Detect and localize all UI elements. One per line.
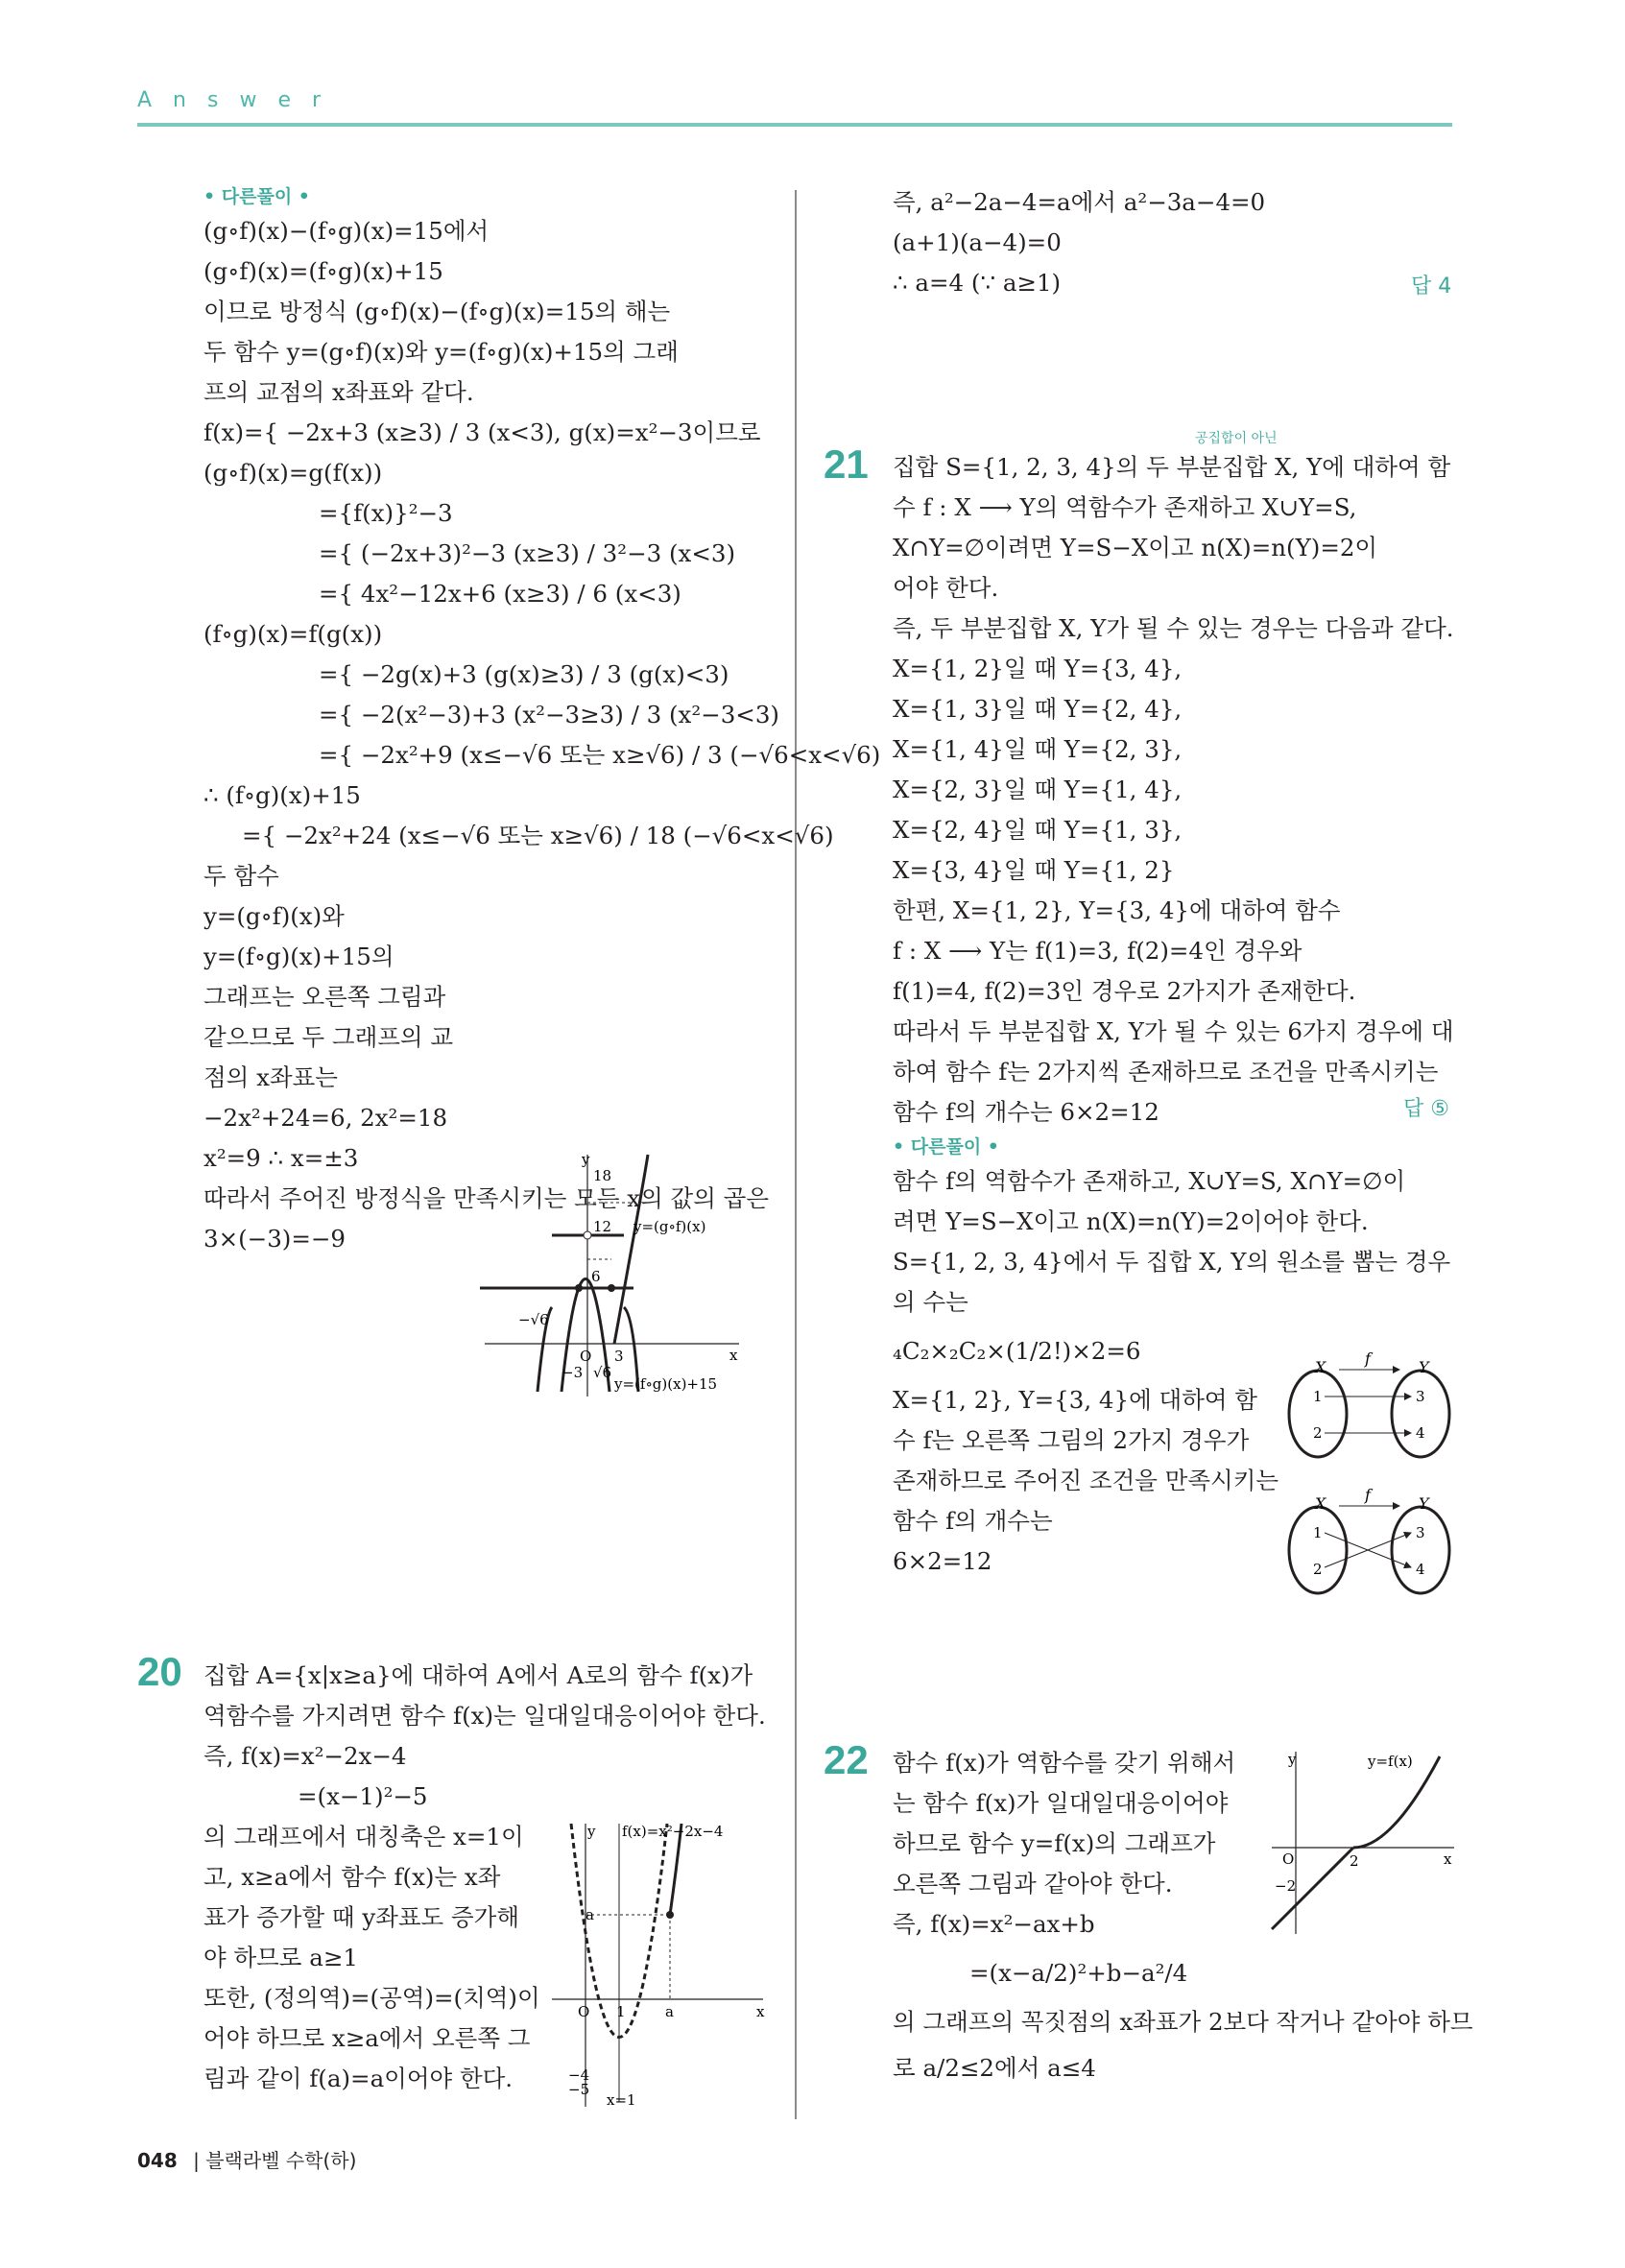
right-top-text (893, 182, 1459, 303)
graph20-label: O (578, 2003, 590, 2020)
answer-21: 답 ⑤ (1403, 1097, 1449, 1121)
text-line: 집합 S={1, 2, 3, 4}의 두 부분집합 X, Y에 대하여 함 (893, 453, 1451, 481)
text-line: ={f(x)}²−3 (319, 499, 453, 527)
text-line: 수 f는 오른쪽 그림의 2가지 경우가 (893, 1426, 1250, 1454)
diagram-label: 1 (1313, 1524, 1323, 1541)
column-divider (795, 190, 797, 2119)
text-line: 즉, f(x)=x²−2x−4 (203, 1742, 407, 1770)
text-line: X={1, 4}일 때 Y={2, 3}, (893, 735, 1183, 763)
text-line: 는 함수 f(x)가 일대일대응이어야 (893, 1789, 1229, 1817)
graph-gf-fg (480, 1147, 777, 1406)
text-line: 즉, f(x)=x²−ax+b (893, 1910, 1095, 1938)
graph1-label: 6 (591, 1268, 601, 1285)
graph-q20 (547, 1819, 773, 2112)
text-line: y=(f∘g)(x)+15의 (203, 943, 394, 970)
text-line: 그래프는 오른쪽 그림과 (203, 983, 446, 1011)
text-line: (g∘f)(x)=g(f(x)) (203, 459, 383, 487)
graph22-label: y=f(x) (1368, 1753, 1413, 1770)
text-line: 림과 같이 f(a)=a이어야 한다. (203, 2065, 514, 2092)
graph20-label: −5 (568, 2081, 590, 2098)
graph20-label: f(x)=x²−2x−4 (622, 1823, 724, 1840)
graph-q22 (1267, 1747, 1459, 1939)
diagram-label: f (1365, 1486, 1371, 1504)
text-line: ={ −2g(x)+3 (g(x)≥3) / 3 (g(x)<3) (319, 660, 729, 688)
text-line: 즉, a²−2a−4=a에서 a²−3a−4=0 (893, 188, 1266, 216)
text-line: ={ −2x²+24 (x≤−√6 또는 x≥√6) / 18 (−√6<x<√6) (242, 822, 834, 849)
text-line: f(x)={ −2x+3 (x≥3) / 3 (x<3), g(x)=x²−3이므로 (203, 418, 761, 446)
page-number: 048 (137, 2149, 178, 2172)
book-title: 블랙라벨 수학(하) (205, 2149, 357, 2172)
text-line: =(x−1)²−5 (298, 1782, 428, 1810)
text-line: (g∘f)(x)−(f∘g)(x)=15에서 (203, 217, 490, 245)
graph1-label: O (580, 1348, 592, 1365)
diagram-label: X (1315, 1494, 1326, 1513)
text-line: ={ (−2x+3)²−3 (x≥3) / 3²−3 (x<3) (319, 539, 736, 567)
diagram-label: f (1365, 1349, 1371, 1368)
diagram-label: 4 (1416, 1561, 1425, 1578)
graph1-label: √6 (593, 1364, 612, 1381)
diagram-label: 3 (1416, 1388, 1425, 1405)
diagram-label: Y (1419, 1494, 1429, 1513)
text-line: 또한, (정의역)=(공역)=(치역)이 (203, 1984, 540, 2012)
text-line: 이므로 방정식 (g∘f)(x)−(f∘g)(x)=15의 해는 (203, 298, 671, 325)
footer-divider: | (193, 2149, 200, 2172)
text-line: X={2, 3}일 때 Y={1, 4}, (893, 776, 1183, 803)
graph1-label: y=(f∘g)(x)+15 (614, 1375, 718, 1393)
graph1-label: −√6 (518, 1311, 549, 1328)
diagram-label: 3 (1416, 1524, 1425, 1541)
text-line: (a+1)(a−4)=0 (893, 228, 1062, 256)
graph20-label: −4 (568, 2066, 590, 2084)
text-line: ={ −2(x²−3)+3 (x²−3≥3) / 3 (x²−3<3) (319, 701, 779, 728)
diagram-label: X (1315, 1358, 1326, 1376)
text-line: 즉, 두 부분집합 X, Y가 될 수 있는 경우는 다음과 같다. (893, 614, 1454, 642)
graph22-label: y (1288, 1751, 1297, 1768)
text-line: 따라서 주어진 방정식을 만족시키는 모든 x의 값의 곱은 (203, 1184, 770, 1212)
text-line: (f∘g)(x)=f(g(x)) (203, 620, 383, 648)
graph1-label: x (729, 1347, 738, 1364)
question-number-21: 21 (824, 442, 869, 487)
graph22-label: x (1444, 1850, 1452, 1868)
text-line: 함수 f의 개수는 6×2=12 (893, 1098, 1159, 1126)
graph1-label: 18 (593, 1167, 612, 1184)
text-line: f : X ⟶ Y는 f(1)=3, f(2)=4인 경우와 (893, 937, 1302, 965)
text-line: −2x²+24=6, 2x²=18 (203, 1104, 448, 1132)
text-line: 의 그래프의 꼭짓점의 x좌표가 2보다 작거나 같아야 하므 (893, 2008, 1473, 2036)
graph1-label: 3 (614, 1348, 624, 1365)
text-line: 함수 f의 개수는 (893, 1507, 1053, 1535)
text-line: X∩Y=∅이려면 Y=S−X이고 n(X)=n(Y)=2이 (893, 534, 1378, 561)
text-line: y=(g∘f)(x)와 (203, 902, 345, 930)
graph20-label: x=1 (607, 2091, 636, 2109)
text-line: ={ −2x²+9 (x≤−√6 또는 x≥√6) / 3 (−√6<x<√6) (319, 741, 881, 769)
text-line: 함수 f의 역함수가 존재하고, X∪Y=S, X∩Y=∅이 (893, 1167, 1406, 1195)
text-line: 표가 증가할 때 y좌표도 증가해 (203, 1903, 519, 1931)
graph20-label: a (585, 1906, 594, 1923)
text-line: 함수 f(x)가 역함수를 갖기 위해서 (893, 1749, 1236, 1777)
graph22-label: −2 (1275, 1877, 1297, 1895)
text-line: ={ 4x²−12x+6 (x≥3) / 6 (x<3) (319, 580, 681, 608)
graph20-label: x (756, 2003, 765, 2020)
text-line: 어야 하므로 x≥a에서 오른쪽 그 (203, 2024, 531, 2052)
mapping-diagram (1286, 1349, 1459, 1617)
header-label: Answer (137, 88, 343, 112)
text-line: f(1)=4, f(2)=3인 경우로 2가지가 존재한다. (893, 977, 1356, 1005)
text-line: ₄C₂×₂C₂×(1/2!)×2=6 (893, 1337, 1141, 1365)
graph22-label: O (1282, 1850, 1295, 1868)
text-line: X={1, 3}일 때 Y={2, 4}, (893, 695, 1183, 723)
header-rule (137, 123, 1452, 127)
text-line: 의 그래프에서 대칭축은 x=1이 (203, 1823, 524, 1850)
note-nonempty: 공집합이 아닌 (1195, 431, 1278, 446)
text-line: 오른쪽 그림과 같아야 한다. (893, 1870, 1173, 1898)
text-line: ∴ (f∘g)(x)+15 (203, 781, 361, 809)
diagram-label: 2 (1313, 1561, 1323, 1578)
text-line: 점의 x좌표는 (203, 1063, 338, 1091)
text-line: 의 수는 (893, 1288, 968, 1316)
text-line: ∴ a=4 (∵ a≥1) (893, 269, 1062, 297)
text-line: 두 함수 y=(g∘f)(x)와 y=(f∘g)(x)+15의 그래 (203, 338, 679, 366)
graph20-label: 1 (616, 2003, 626, 2020)
text-line: 역함수를 가지려면 함수 f(x)는 일대일대응이어야 한다. (203, 1702, 766, 1730)
text-line: 6×2=12 (893, 1547, 992, 1575)
text-line: X={3, 4}일 때 Y={1, 2} (893, 856, 1175, 884)
text-line: X={1, 2}일 때 Y={3, 4}, (893, 655, 1183, 682)
graph20-label: a (665, 2003, 674, 2020)
question-number-22: 22 (824, 1737, 869, 1782)
text-line: 집합 A={x|x≥a}에 대하여 A에서 A로의 함수 f(x)가 (203, 1661, 753, 1689)
text-line: S={1, 2, 3, 4}에서 두 집합 X, Y의 원소를 뽑는 경우 (893, 1248, 1451, 1276)
diagram-label: 2 (1313, 1424, 1323, 1442)
footer (137, 2145, 356, 2173)
text-line: x²=9 ∴ x=±3 (203, 1144, 359, 1172)
question-number-20: 20 (137, 1649, 182, 1694)
alt-solution-badge: • 다른풀이 • (203, 186, 310, 207)
text-line: 같으므로 두 그래프의 교 (203, 1023, 454, 1051)
text-line: X={2, 4}일 때 Y={1, 3}, (893, 816, 1183, 844)
graph1-label: 12 (593, 1218, 612, 1235)
text-line: 야 하므로 a≥1 (203, 1944, 358, 1971)
answer-20: 답 4 (1411, 275, 1452, 298)
text-line: 프의 교점의 x좌표와 같다. (203, 378, 474, 406)
text-line: 고, x≥a에서 함수 f(x)는 x좌 (203, 1863, 501, 1891)
text-line: 하여 함수 f는 2가지씩 존재하므로 조건을 만족시키는 (893, 1058, 1439, 1086)
graph1-label: −3 (562, 1364, 584, 1381)
text-line: 3×(−3)=−9 (203, 1225, 346, 1253)
graph1-label: y (582, 1151, 590, 1168)
text-line: X={1, 2}, Y={3, 4}에 대하여 함 (893, 1386, 1258, 1414)
text-line: 어야 한다. (893, 574, 999, 602)
text-line: 따라서 두 부분집합 X, Y가 될 수 있는 6가지 경우에 대 (893, 1017, 1454, 1045)
text-line: 수 f : X ⟶ Y의 역함수가 존재하고 X∪Y=S, (893, 493, 1357, 521)
alt-solution-badge: • 다른풀이 • (893, 1136, 999, 1158)
left-column (203, 182, 881, 1259)
text-line: 하므로 함수 y=f(x)의 그래프가 (893, 1829, 1216, 1857)
text-line: 한편, X={1, 2}, Y={3, 4}에 대하여 함수 (893, 896, 1341, 924)
diagram-label: 4 (1416, 1424, 1425, 1442)
text-line: (g∘f)(x)=(f∘g)(x)+15 (203, 257, 443, 285)
text-line: 존재하므로 주어진 조건을 만족시키는 (893, 1467, 1279, 1494)
text-line: 두 함수 (203, 862, 279, 890)
text-line: 로 a/2≤2에서 a≤4 (893, 2054, 1096, 2082)
diagram-label: Y (1419, 1358, 1429, 1376)
graph22-label: 2 (1350, 1852, 1359, 1870)
graph20-label: y (587, 1823, 596, 1840)
diagram-label: 1 (1313, 1388, 1323, 1405)
text-line: 려면 Y=S−X이고 n(X)=n(Y)=2이어야 한다. (893, 1207, 1369, 1235)
text-line: =(x−a/2)²+b−a²/4 (969, 1959, 1188, 1987)
graph1-label: y=(g∘f)(x) (633, 1218, 706, 1235)
